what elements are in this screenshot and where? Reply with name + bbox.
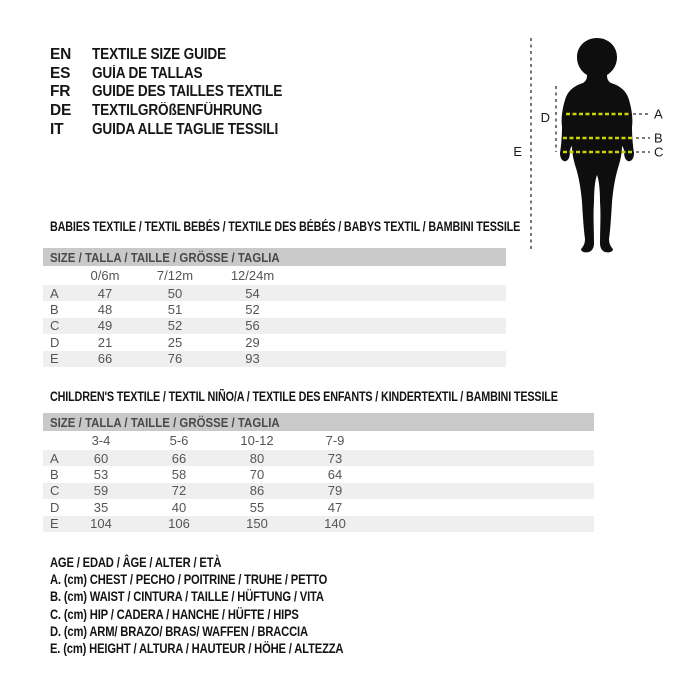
legend-line-text: B. (cm) WAIST / CINTURA / TAILLE / HÜFTUNG / VITA [50, 588, 324, 605]
size-value: 25 [167, 334, 183, 350]
size-value: 70 [249, 467, 265, 483]
chest-label: A [654, 106, 663, 122]
size-value: 64 [327, 467, 343, 483]
measure-row-label: C [50, 483, 60, 499]
size-column-header-row [43, 431, 594, 450]
children-table-body [43, 431, 594, 532]
babies-size-table [43, 219, 521, 367]
legend-line [50, 605, 417, 622]
language-code: EN [50, 46, 72, 64]
size-value: 66 [171, 450, 187, 466]
language-label: TEXTILE SIZE GUIDE [92, 46, 227, 64]
language-code: IT [50, 120, 64, 138]
hip-label: C [654, 144, 664, 160]
size-value: 35 [93, 499, 109, 515]
children-size-header-text: SIZE / TALLA / TAILLE / GRÖSSE / TAGLIA [50, 414, 280, 430]
size-value: 48 [97, 302, 113, 318]
size-table-row [43, 499, 594, 515]
measure-row-label: C [50, 318, 60, 334]
size-column-header: 7-9 [325, 433, 345, 448]
size-column-header: 10-12 [240, 433, 274, 448]
measure-row-label: D [50, 499, 60, 515]
language-row [50, 120, 308, 139]
language-label: GUÍA DE TALLAS [92, 64, 203, 82]
measure-row-label: E [50, 351, 59, 367]
language-row [50, 83, 308, 102]
size-value: 79 [327, 483, 343, 499]
legend-line-text: D. (cm) ARM/ BRAZO/ BRAS/ WAFFEN / BRACCIA [50, 622, 308, 639]
size-value: 60 [93, 450, 109, 466]
size-value: 53 [93, 467, 109, 483]
children-size-header-bar [43, 413, 594, 431]
arm-label: D [540, 110, 550, 125]
language-code: FR [50, 83, 71, 101]
size-value: 73 [327, 450, 343, 466]
size-table-row [43, 301, 506, 317]
size-value: 47 [97, 285, 113, 301]
measure-row-label: B [50, 467, 59, 483]
legend-line-text: E. (cm) HEIGHT / ALTURA / HAUTEUR / HÖHE / ALTEZZA [50, 640, 344, 657]
babies-table-body [43, 266, 506, 367]
language-row [50, 102, 308, 121]
size-table-row [43, 285, 506, 301]
size-value: 50 [167, 285, 183, 301]
size-value: 76 [167, 351, 183, 367]
size-value: 58 [171, 467, 187, 483]
measurement-legend [50, 553, 417, 657]
size-value: 49 [97, 318, 113, 334]
size-value: 52 [167, 318, 183, 334]
language-label: GUIDA ALLE TAGLIE TESSILI [92, 120, 279, 138]
size-value: 86 [249, 483, 265, 499]
measure-row-label: E [50, 516, 59, 532]
size-value: 80 [249, 450, 265, 466]
children-table-title-text: CHILDREN'S TEXTILE / TEXTIL NIÑO/A / TEXTILE DES ENFANTS / KINDERTEXTIL / BAMBINI TESSILE [50, 389, 558, 404]
language-label: TEXTILGRÖßENFÜHRUNG [92, 102, 263, 120]
size-table-row [43, 450, 594, 466]
language-label: GUIDE DES TAILLES TEXTILE [92, 83, 283, 101]
legend-line [50, 622, 417, 639]
legend-line [50, 553, 417, 570]
size-column-header-row [43, 266, 506, 285]
size-value: 72 [171, 483, 187, 499]
size-column-header: 7/12m [156, 268, 194, 283]
size-value: 29 [245, 334, 260, 350]
measure-row-label: A [50, 285, 59, 301]
size-table-row [43, 483, 594, 499]
waist-label: B [654, 130, 663, 146]
size-column-header: 0/6m [90, 268, 120, 283]
babies-size-header-text: SIZE / TALLA / TAILLE / GRÖSSE / TAGLIA [50, 249, 280, 265]
legend-line-text: AGE / EDAD / ÂGE / ALTER / ETÀ [50, 553, 222, 570]
measure-row-label: A [50, 450, 59, 466]
size-table-row [43, 318, 506, 334]
size-value: 40 [171, 499, 187, 515]
language-row [50, 46, 308, 65]
legend-line [50, 639, 417, 656]
size-value: 59 [93, 483, 109, 499]
size-value: 66 [97, 351, 113, 367]
language-title-list [50, 46, 308, 139]
language-code: DE [50, 102, 72, 120]
language-code: ES [50, 64, 71, 82]
babies-size-header-bar [43, 248, 506, 266]
size-value: 54 [245, 285, 260, 301]
size-value: 51 [167, 302, 183, 318]
legend-line [50, 588, 417, 605]
size-value: 56 [245, 318, 260, 334]
measure-row-label: B [50, 302, 59, 318]
size-value: 104 [90, 516, 112, 532]
legend-line [50, 570, 417, 587]
size-table-row [43, 466, 594, 482]
children-size-table [43, 389, 594, 532]
size-value: 52 [245, 302, 260, 318]
children-table-title [50, 389, 685, 404]
language-row [50, 65, 308, 84]
babies-table-title [50, 219, 638, 234]
size-value: 106 [168, 516, 190, 532]
size-table-row [43, 351, 506, 367]
legend-line-text: A. (cm) CHEST / PECHO / POITRINE / TRUHE / PETTO [50, 570, 328, 587]
size-column-header: 5-6 [169, 433, 189, 448]
size-value: 140 [324, 516, 346, 532]
size-table-row [43, 516, 594, 532]
size-value: 93 [245, 351, 260, 367]
size-column-header: 3-4 [91, 433, 111, 448]
size-value: 21 [97, 334, 113, 350]
size-column-header: 12/24m [230, 268, 275, 283]
size-value: 150 [246, 516, 268, 532]
legend-line-text: C. (cm) HIP / CADERA / HANCHE / HÜFTE / HIPS [50, 605, 299, 622]
size-value: 55 [249, 499, 265, 515]
size-value: 47 [327, 499, 343, 515]
height-label: E [513, 144, 522, 159]
measure-row-label: D [50, 334, 60, 350]
babies-table-title-text: BABIES TEXTILE / TEXTIL BEBÉS / TEXTILE DES BÉBÉS / BABYS TEXTIL / BAMBINI TESSILE [50, 219, 521, 234]
size-table-row [43, 334, 506, 350]
